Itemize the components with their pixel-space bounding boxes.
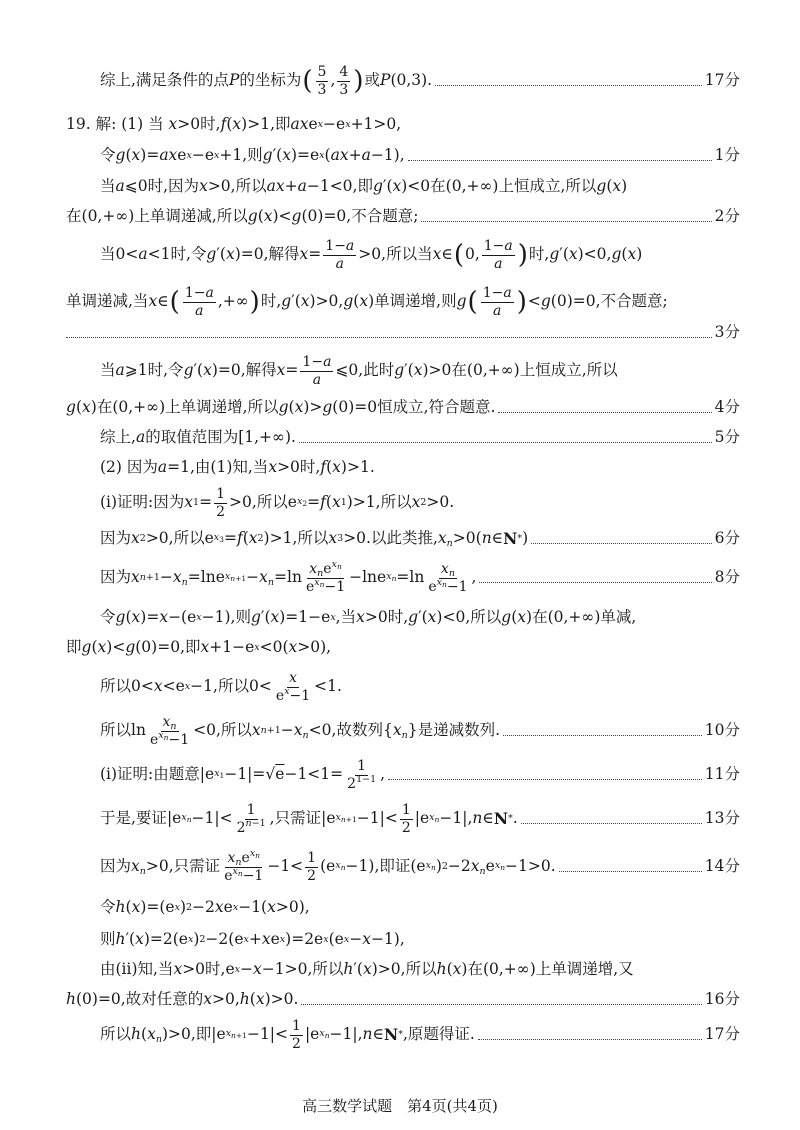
text-span: 综上, <box>100 428 136 447</box>
page-footer: 高三数学试题 第4页(共4页) <box>302 1097 498 1115</box>
question-number: 19. 解: (1) 当 <box>66 115 164 134</box>
text-span: 上单调递增,所以 <box>165 398 279 417</box>
text-span: ,所以 <box>215 721 252 740</box>
fraction: $\frac{4}{3}$ <box>339 64 349 98</box>
text-line: 因为 x 2 >0 ,所以 e $x_3$ = f ( x 2 )>1 ,所以 x 3 >0 .以此类推, $x_n$ >0( n ∈ N * ) 6分 <box>100 529 740 550</box>
score-label: 17分 <box>704 1025 740 1044</box>
text-span: 在 <box>66 207 82 226</box>
score-label: 6分 <box>714 529 740 548</box>
text-span: 综上,满足条件的点 <box>100 71 229 90</box>
text-span: ,即 <box>180 638 201 657</box>
score-label: 11分 <box>704 765 740 784</box>
fraction: $\frac{1-a}{a}$ <box>325 238 355 272</box>
text-line: 当 a ⩽0 时,因为 x >0 ,所以 ax + a −1<0 ,即 g ′( x )<0 在 (0,+∞) 上恒成立,所以 g ( x ) <box>100 177 628 196</box>
text-line: g ( x ) 在 (0,+∞) 上单调递增,所以 g ( x )> g (0)=0 恒成立,符合题意. 4分 <box>66 398 740 417</box>
dot-leader <box>408 160 712 161</box>
fraction: $\frac{1-a}{a}$ <box>482 285 512 319</box>
dot-leader <box>435 85 702 86</box>
text-line: 由(ⅱ)知,当 x >0 时, e x − x −1>0 ,所以 h ′( x )>0 ,所以 h ( x ) 在 (0,+∞) 上单调递增,又 <box>100 960 634 979</box>
score-label: 3分 <box>714 323 740 342</box>
text-span: 上恒成立,所以 <box>519 361 618 380</box>
dot-leader <box>421 221 711 222</box>
text-line: (ⅰ)证明:因为 x 1 = $\frac{1}{2}$ >0 ,所以 e $x_2$ = f ( x 1 )>1 ,所以 x 2 >0. <box>100 486 455 520</box>
dot-leader <box>521 823 702 824</box>
text-span: ,所以 <box>465 608 502 627</box>
text-span: 当 <box>100 361 116 380</box>
fraction: $\frac{1-a}{a}$ <box>184 285 214 319</box>
score-label: 17分 <box>704 71 740 90</box>
text-line: 令 g ( x )= ax e x −e x +1 ,则 g ′( x )=e x ( ax + a −1), 1分 <box>100 146 740 165</box>
text-line: 综上, a 的取值范围为 [1,+∞). 5分 <box>100 428 740 447</box>
text-span: 在 <box>451 361 467 380</box>
fraction: $\frac{1}{2}$ <box>216 486 225 520</box>
paren: ( <box>302 66 313 96</box>
text-span: 令 <box>100 608 116 627</box>
text-span: ,所以 <box>168 529 205 548</box>
text-span: ,故数列 <box>331 721 383 740</box>
fraction: $\frac{1-a}{a}$ <box>302 354 332 388</box>
text-span: 所以 <box>100 1025 132 1044</box>
score-label: 10分 <box>704 721 740 740</box>
fraction: $\frac{1}{2}$ <box>307 850 317 884</box>
paren: ) <box>353 66 364 96</box>
text-line <box>66 322 740 344</box>
dot-leader <box>559 871 702 872</box>
text-line: 则 h ′( x )=2(e x ) 2 −2(e x + x e x )=2e x (e x − x −1), <box>100 930 405 949</box>
text-line: 即 g ( x )< g (0)=0 ,即 x +1−e x <0( x >0), <box>66 638 332 657</box>
text-span: 时, <box>299 458 321 477</box>
dot-leader <box>299 442 712 443</box>
text-line: (2) 因为 a =1 ,由(1)知,当 x >0 时, f ( x )>1. <box>100 458 375 477</box>
text-span: .以此类推, <box>366 529 438 548</box>
text-line: 因为 x n+1 − $x_n$ =lne $x_{n+1}$ − $x_n$ =ln $\frac{x_ne^{x_n}}{e^{x_n}-1}$ −lne $x_n$ =ln $\frac{x_n}{e^{x_n}-1}$ , 8分 <box>100 559 740 595</box>
text-span: 时, <box>200 115 221 134</box>
text-span: (ⅰ)证明:由题意 <box>100 765 200 784</box>
fraction: $\frac{5}{3}$ <box>317 64 327 98</box>
text-line: 在 (0,+∞) 上单调递减,所以 g ( x )< g (0)=0 ,不合题意; 2分 <box>66 207 740 226</box>
fraction: $\frac{1-a}{a}$ <box>483 238 513 272</box>
text-span: 所以 <box>100 721 132 740</box>
text-span: 在 <box>430 177 446 196</box>
text-span: ,所以 <box>307 960 344 979</box>
fraction: $\frac{x_ne^{x_n}}{e^{x_n}-1}$ <box>305 559 346 595</box>
text-span: ,所以 <box>230 177 267 196</box>
text-span: 上单调递减,所以 <box>134 207 248 226</box>
text-line: (ⅰ)证明:由题意 |e $x_1$ −1|=√ e −1<1= $\frac{1}{2^{1-1}}$ , 11分 <box>100 758 740 792</box>
text-span: ,则 <box>242 146 263 165</box>
text-span: ,不合题意; <box>595 292 668 311</box>
text-span: ,只需证 <box>168 857 221 876</box>
text-span: 因为 <box>100 568 132 587</box>
score-label: 1分 <box>714 146 740 165</box>
text-line: 因为 $x_n$ >0 ,只需证 $\frac{x_ne^{x_n}}{e^{x_n}-1}$ −1< $\frac{1}{2}$ (e $x_n$ −1) ,即证 (e $x_n$ ) 2 −2 $x_n$ e $x_n$ −1>0. 14分 <box>100 848 740 884</box>
text-span: 恒成立,符合题意. <box>377 398 496 417</box>
text-span: 时, <box>528 245 550 264</box>
score-label: 14分 <box>704 857 740 876</box>
text-span: 因为 <box>100 857 132 876</box>
text-span: ,所以 <box>375 493 412 512</box>
fraction: $\frac{1}{2}$ <box>292 1018 301 1052</box>
dot-leader <box>498 412 711 413</box>
fraction: $\frac{x_n}{e^{x_n}-1}$ <box>428 561 468 595</box>
text-span: ,即 <box>352 177 373 196</box>
fraction: $\frac{x_ne^{x_n}}{e^{x_n}-1}$ <box>224 848 264 884</box>
text-line: 于是,要证 |e $x_n$ −1|< $\frac{1}{2^{n-1}}$ ,只需证 |e $x_{n+1}$ −1|< $\frac{1}{2}$ |e $x_n$ −1|, n ∈ N * . 13分 <box>100 802 740 836</box>
text-span: 于是,要证 <box>100 809 167 828</box>
text-span: ,故对任意的 <box>120 990 204 1009</box>
text-span: ,所以 <box>400 960 437 979</box>
text-span: ,即证 <box>374 857 411 876</box>
text-span: 时,令 <box>147 361 184 380</box>
dot-leader <box>479 582 711 583</box>
text-span: 时,令 <box>170 245 207 264</box>
score-label: 2分 <box>714 207 740 226</box>
text-line: 19. 解: (1) 当 x >0 时, f ( x )>1 ,即 ax e x −e x +1>0, <box>66 115 402 134</box>
fraction: $\frac{1}{2}$ <box>401 802 411 836</box>
text-line: 当 0< a <1 时,令 g ′( x )=0 ,解得 x = $\frac{1-a}{a}$ >0 ,所以当 x ∈ ( 0, $\frac{1-a}{a}$ ) 时, g ′( x )<0, g ( x ) <box>100 238 643 272</box>
dot-leader <box>531 543 711 544</box>
text-span: 上单调递增,又 <box>535 960 634 979</box>
text-span: 时, <box>260 292 282 311</box>
text-span: 时, <box>205 960 226 979</box>
text-span: 时,因为 <box>147 177 200 196</box>
text-span: 因为 <box>100 529 132 548</box>
text-span: 所以 <box>100 677 132 696</box>
text-span: 当 <box>100 177 116 196</box>
text-span: ,解得 <box>263 245 300 264</box>
text-span: 单减, <box>600 608 637 627</box>
text-span: 即 <box>66 638 82 657</box>
text-span: ,即 <box>190 1025 212 1044</box>
fraction: $\frac{1}{2^{1-1}}$ <box>347 758 377 792</box>
fraction: $\frac{x_n}{e^{x_n}-1}$ <box>149 714 190 748</box>
text-line: 所以 ln $\frac{x_n}{e^{x_n}-1}$ <0 ,所以 x n+1 − $x_n$ <0 ,故数列 { $x_n$ } 是递减数列. 10分 <box>100 714 740 748</box>
dot-leader <box>503 735 702 736</box>
text-span: 在 <box>96 398 113 417</box>
dot-leader <box>66 337 712 338</box>
text-span: ,所以 <box>251 493 288 512</box>
text-span: 在 <box>467 960 483 979</box>
score-label: 8分 <box>714 568 740 587</box>
text-span: (2) 因为 <box>100 458 158 477</box>
text-line: 当 a ⩾1 时,令 g ′( x )=0 ,解得 x = $\frac{1-a}{a}$ ⩽0 ,此时 g ′( x )>0 在 (0,+∞) 上恒成立,所以 <box>100 354 618 388</box>
text-line: 所以 h ( $x_n$ )>0 ,即 |e $x_{n+1}$ −1|< $\frac{1}{2}$ |e $x_n$ −1|, n ∈ N * ,原题得证. 17分 <box>100 1018 740 1052</box>
text-span: 的坐标为 <box>239 71 302 90</box>
text-span: 在 <box>532 608 548 627</box>
text-span: ,当 <box>335 608 357 627</box>
fraction: $\frac{x}{e^x-1}$ <box>275 670 311 704</box>
dot-leader <box>388 779 702 780</box>
score-label: 13分 <box>704 809 740 828</box>
text-line: 单调递减,当 x ∈ ( $\frac{1-a}{a}$ ,+∞ ) 时, g ′( x )>0, g ( x ) 单调递增,则 g ( $\frac{1-a}{a}$ ) < g (0)=0 ,不合题意; <box>66 285 668 319</box>
text-span: 上恒成立,所以 <box>498 177 597 196</box>
text-span: 当 <box>100 245 116 264</box>
text-span: 令 <box>100 146 116 165</box>
text-span: ,所以 <box>292 529 329 548</box>
fraction: $\frac{1}{2^{n-1}}$ <box>236 802 266 836</box>
text-line: 令 h ( x )=(e x ) 2 −2 x e x −1( x >0), <box>100 898 310 917</box>
text-span: ,由(1)知,当 <box>190 458 269 477</box>
text-span: (ⅰ)证明:因为 <box>100 493 185 512</box>
text-span: 或 <box>364 71 380 90</box>
text-span: 则 <box>100 930 116 949</box>
text-span: ,解得 <box>240 361 277 380</box>
text-span: 由(ⅱ)知,当 <box>100 960 174 979</box>
text-span: ,所以当 <box>381 245 433 264</box>
text-line: h (0)=0 ,故对任意的 x >0, h ( x )>0. 16分 <box>66 990 740 1009</box>
text-span: 的取值范围为 <box>145 428 239 447</box>
text-line: 综上,满足条件的点 P 的坐标为 ( $\frac{5}{3}$ , $\frac{4}{3}$ ) 或 P (0,3). 17分 <box>100 64 740 98</box>
text-span: ,此时 <box>358 361 395 380</box>
text-span: ,所以 <box>213 677 249 696</box>
text-span: ,不合题意; <box>346 207 419 226</box>
text-span: 令 <box>100 898 116 917</box>
score-label: 4分 <box>714 398 740 417</box>
score-label: 16分 <box>704 990 740 1009</box>
text-span: ,只需证 <box>269 809 322 828</box>
score-label: 5分 <box>714 428 740 447</box>
text-span: 单调递减,当 <box>66 292 149 311</box>
dot-leader <box>301 1004 701 1005</box>
text-span: 时, <box>387 608 409 627</box>
text-line: 所以 0< x <e x −1 ,所以 0< $\frac{x}{e^x-1}$ <1. <box>100 670 342 704</box>
text-span: ,即 <box>270 115 291 134</box>
text-span: 单调递增,则 <box>374 292 457 311</box>
dot-leader <box>478 1039 702 1040</box>
text-line: 令 g ( x )= x −(e x −1) ,则 g ′( x )=1−e x ,当 x >0 时, g ′( x )<0 ,所以 g ( x ) 在 (0,+∞) 单减, <box>100 608 637 627</box>
text-span: ,则 <box>230 608 251 627</box>
text-span: 是递减数列. <box>417 721 501 740</box>
text-span: ,原题得证. <box>402 1025 475 1044</box>
